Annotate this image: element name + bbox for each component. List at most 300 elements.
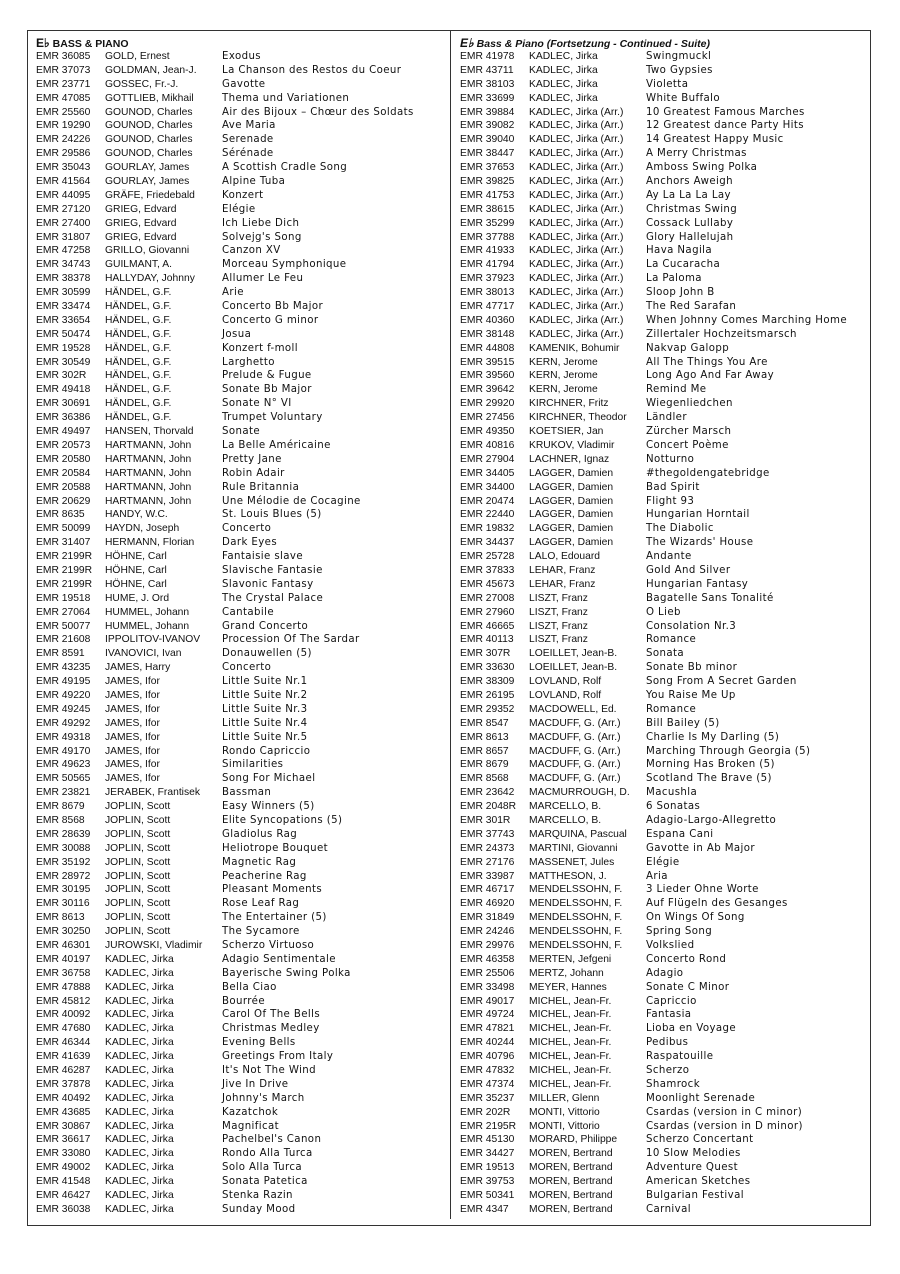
composer-name: MOREN, Bertrand [529, 1148, 613, 1160]
catalog-number: EMR 20588 [36, 481, 91, 493]
catalog-entry [36, 703, 446, 717]
catalog-number: EMR 29976 [460, 940, 515, 951]
composer-name: KADLEC, Jirka [105, 1134, 174, 1146]
composer-name: HÄNDEL, G.F. [105, 301, 172, 313]
catalog-number: EMR 34400 [460, 481, 515, 493]
catalog-number: EMR 20474 [460, 495, 515, 507]
catalog-entry [460, 1050, 865, 1064]
composer-name: KADLEC, Jirka (Arr.) [529, 301, 624, 313]
work-title: La Cucaracha [646, 259, 721, 271]
composer-name: HÄNDEL, G.F. [105, 356, 172, 368]
catalog-entry [460, 689, 865, 703]
catalog-entry [460, 397, 865, 411]
catalog-entry [36, 606, 446, 620]
catalog-number: EMR 30250 [36, 926, 91, 938]
work-title: The Red Sarafan [646, 301, 737, 313]
catalog-number: EMR 21608 [36, 634, 91, 646]
composer-name: KADLEC, Jirka [105, 1009, 174, 1021]
composer-name: MACDOWELL, Ed. [529, 703, 617, 715]
composer-name: JOPLIN, Scott [105, 884, 171, 896]
catalog-number: EMR 47374 [460, 1078, 515, 1090]
catalog-entry [460, 578, 865, 592]
composer-name: LAGGER, Damien [529, 509, 614, 521]
catalog-number: EMR 27960 [460, 606, 515, 618]
work-title: The Crystal Palace [222, 592, 324, 604]
work-title: 6 Sonatas [646, 801, 701, 813]
catalog-number: EMR 25728 [460, 551, 515, 563]
composer-name: MENDELSSOHN, F. [529, 926, 623, 938]
catalog-number: EMR 33498 [460, 981, 515, 993]
catalog-entry [36, 1022, 446, 1036]
composer-name: KIRCHNER, Theodor [529, 412, 627, 424]
catalog-entry [36, 328, 446, 342]
catalog-entry [36, 50, 446, 64]
catalog-number: EMR 30691 [36, 398, 91, 410]
composer-name: JOPLIN, Scott [105, 842, 171, 854]
composer-name: MENDELSSOHN, F. [529, 898, 623, 910]
catalog-number: EMR 47085 [36, 92, 91, 104]
catalog-entry [460, 828, 865, 842]
catalog-number: EMR 24373 [460, 842, 515, 854]
composer-name: MARTINI, Giovanni [529, 842, 618, 854]
composer-name: MARQUINA, Pascual [529, 828, 627, 840]
catalog-entry [460, 286, 865, 300]
catalog-number: EMR 46287 [36, 1065, 91, 1077]
work-title: Zürcher Marsch [646, 426, 732, 438]
catalog-number: EMR 38378 [36, 273, 91, 285]
composer-name: LALO, Edouard [529, 551, 600, 563]
catalog-number: EMR 39560 [460, 370, 515, 382]
composer-name: HÄNDEL, G.F. [105, 328, 172, 340]
composer-name: JOPLIN, Scott [105, 912, 171, 924]
composer-name: MERTZ, Johann [529, 967, 604, 979]
composer-name: MACDUFF, G. (Arr.) [529, 773, 621, 785]
work-title: Concerto Bb Major [222, 301, 324, 313]
catalog-entry [460, 1064, 865, 1078]
composer-name: MENDELSSOHN, F. [529, 884, 623, 896]
catalog-number: EMR 39082 [460, 120, 515, 132]
catalog-entry [460, 272, 865, 286]
catalog-number: EMR 19290 [36, 120, 91, 132]
work-title: Rondo Alla Turca [222, 1148, 313, 1160]
work-title: Concerto [222, 523, 272, 535]
composer-name: HANSEN, Thorvald [105, 426, 194, 438]
catalog-entry [460, 758, 865, 772]
catalog-number: EMR 33080 [36, 1148, 91, 1160]
composer-name: LISZT, Franz [529, 606, 588, 618]
composer-name: KADLEC, Jirka [105, 1190, 174, 1202]
work-title: Romance [646, 703, 697, 715]
work-title: Trumpet Voluntary [222, 412, 323, 424]
work-title: A Merry Christmas [646, 148, 747, 160]
catalog-entry [36, 1008, 446, 1022]
composer-name: KADLEC, Jirka (Arr.) [529, 189, 624, 201]
catalog-number: EMR 31807 [36, 231, 91, 243]
catalog-entry [36, 689, 446, 703]
catalog-entry [36, 758, 446, 772]
work-title: Elégie [646, 856, 680, 868]
composer-name: HANDY, W.C. [105, 509, 168, 521]
work-title: Bad Spirit [646, 481, 700, 493]
composer-name: KADLEC, Jirka [105, 1203, 174, 1215]
catalog-entry [460, 1203, 865, 1217]
work-title: Remind Me [646, 384, 707, 396]
work-title: Song From A Secret Garden [646, 676, 797, 688]
composer-name: KADLEC, Jirka [105, 1051, 174, 1063]
catalog-number: EMR 49318 [36, 731, 91, 743]
work-title: Adventure Quest [646, 1162, 738, 1174]
composer-name: MICHEL, Jean-Fr. [529, 1037, 612, 1049]
catalog-entry [36, 675, 446, 689]
catalog-number: EMR 30867 [36, 1120, 91, 1132]
catalog-number: EMR 45673 [460, 578, 515, 590]
catalog-number: EMR 8679 [36, 801, 85, 813]
catalog-number: EMR 35192 [36, 856, 91, 868]
work-title: Ave Maria [222, 120, 276, 132]
catalog-entry [36, 939, 446, 953]
work-title: Rondo Capriccio [222, 745, 311, 757]
catalog-number: EMR 38447 [460, 148, 515, 160]
composer-name: GOUNOD, Charles [105, 134, 193, 146]
work-title: Violetta [646, 78, 689, 90]
work-title: Slavische Fantasie [222, 564, 323, 576]
catalog-number: EMR 38148 [460, 328, 515, 340]
catalog-entry [460, 675, 865, 689]
catalog-number: EMR 27064 [36, 606, 91, 618]
catalog-entry [36, 717, 446, 731]
catalog-entry [460, 1092, 865, 1106]
catalog-number: EMR 49195 [36, 676, 91, 688]
work-title: Csardas (version in D minor) [646, 1120, 803, 1132]
catalog-number: EMR 43685 [36, 1106, 91, 1118]
catalog-entry [460, 647, 865, 661]
catalog-number: EMR 8657 [460, 745, 509, 757]
work-title: Rule Britannia [222, 481, 300, 493]
catalog-entry [460, 897, 865, 911]
catalog-entry [36, 953, 446, 967]
catalog-entry [460, 231, 865, 245]
catalog-entry [36, 495, 446, 509]
work-title: Pleasant Moments [222, 884, 323, 896]
composer-name: KADLEC, Jirka (Arr.) [529, 259, 624, 271]
composer-name: LOEILLET, Jean-B. [529, 662, 618, 674]
catalog-entry [36, 92, 446, 106]
composer-name: JAMES, Ifor [105, 731, 160, 743]
composer-name: HARTMANN, John [105, 495, 192, 507]
right-column [460, 36, 865, 1217]
composer-name: KADLEC, Jirka [529, 78, 598, 90]
catalog-number: EMR 4347 [460, 1203, 509, 1215]
composer-name: KADLEC, Jirka (Arr.) [529, 106, 624, 118]
work-title: Sonate Bb Major [222, 384, 312, 396]
catalog-number: EMR 41564 [36, 176, 91, 188]
catalog-entry [460, 1078, 865, 1092]
composer-name: IVANOVICI, Ivan [105, 648, 182, 660]
catalog-entry [36, 231, 446, 245]
composer-name: JOPLIN, Scott [105, 814, 171, 826]
work-title: Scherzo Concertant [646, 1134, 754, 1146]
catalog-entry [460, 967, 865, 981]
work-title: Ich Liebe Dich [222, 217, 300, 229]
catalog-number: EMR 28972 [36, 870, 91, 882]
catalog-entry [36, 314, 446, 328]
work-title: Elégie [222, 203, 256, 215]
catalog-number: EMR 46920 [460, 898, 515, 910]
composer-name: GRIEG, Edvard [105, 217, 177, 229]
composer-name: JOPLIN, Scott [105, 801, 171, 813]
catalog-number: EMR 20584 [36, 467, 91, 479]
work-title: Pretty Jane [222, 453, 282, 465]
catalog-entry [460, 870, 865, 884]
work-title: Morning Has Broken (5) [646, 759, 775, 771]
catalog-entry [36, 592, 446, 606]
catalog-entry [460, 133, 865, 147]
composer-name: KOETSIER, Jan [529, 426, 604, 438]
composer-name: KADLEC, Jirka (Arr.) [529, 231, 624, 243]
catalog-entry [460, 258, 865, 272]
composer-name: MICHEL, Jean-Fr. [529, 1023, 612, 1035]
composer-name: MASSENET, Jules [529, 856, 615, 868]
composer-name: HUMMEL, Johann [105, 606, 190, 618]
work-title: Sérénade [222, 148, 274, 160]
work-title: Marching Through Georgia (5) [646, 745, 811, 757]
catalog-number: EMR 23771 [36, 78, 91, 90]
work-title: When Johnny Comes Marching Home [646, 314, 847, 326]
work-title: Carnival [646, 1203, 691, 1215]
catalog-entry [36, 258, 446, 272]
catalog-number: EMR 36386 [36, 412, 91, 424]
composer-name: GRIEG, Edvard [105, 203, 177, 215]
catalog-entry [460, 356, 865, 370]
work-title: Cossack Lullaby [646, 217, 734, 229]
catalog-number: EMR 38615 [460, 203, 515, 215]
work-title: Slavonic Fantasy [222, 578, 314, 590]
composer-name: KADLEC, Jirka [105, 1092, 174, 1104]
catalog-number: EMR 37878 [36, 1078, 91, 1090]
catalog-entry [460, 883, 865, 897]
catalog-number: EMR 24226 [36, 134, 91, 146]
catalog-number: EMR 47888 [36, 981, 91, 993]
work-title: Amboss Swing Polka [646, 162, 758, 174]
catalog-entry [460, 981, 865, 995]
composer-name: HÄNDEL, G.F. [105, 342, 172, 354]
catalog-number: EMR 46665 [460, 620, 515, 632]
catalog-entry [36, 397, 446, 411]
catalog-entry [36, 203, 446, 217]
work-title: Sonate [222, 426, 261, 438]
work-title: Flight 93 [646, 495, 695, 507]
composer-name: KADLEC, Jirka [529, 51, 598, 62]
catalog-entry [460, 78, 865, 92]
composer-name: MOREN, Bertrand [529, 1203, 613, 1215]
composer-name: LISZT, Franz [529, 634, 588, 646]
work-title: 12 Greatest dance Party Hits [646, 120, 805, 132]
work-title: Hungarian Fantasy [646, 578, 749, 590]
work-title: 10 Greatest Famous Marches [646, 106, 805, 118]
catalog-entry [36, 856, 446, 870]
work-title: American Sketches [646, 1176, 751, 1188]
work-title: Little Suite Nr.3 [222, 703, 308, 715]
catalog-entry [460, 800, 865, 814]
catalog-number: EMR 49002 [36, 1162, 91, 1174]
catalog-entry [460, 703, 865, 717]
work-title: Elite Syncopations (5) [222, 814, 343, 826]
work-title: Gladiolus Rag [222, 828, 298, 840]
work-title: Sunday Mood [222, 1203, 296, 1215]
work-title: Macushla [646, 787, 698, 799]
catalog-entry [36, 1064, 446, 1078]
catalog-number: EMR 40244 [460, 1037, 515, 1049]
catalog-number: EMR 34743 [36, 259, 91, 271]
catalog-entry [36, 106, 446, 120]
catalog-number: EMR 39884 [460, 106, 515, 118]
catalog-number: EMR 24246 [460, 926, 515, 938]
work-title: Larghetto [222, 356, 275, 368]
composer-name: GOURLAY, James [105, 162, 190, 174]
catalog-entry [36, 897, 446, 911]
flat-symbol: E♭ [36, 36, 50, 50]
catalog-number: EMR 8547 [460, 717, 509, 729]
composer-name: GOUNOD, Charles [105, 120, 193, 132]
work-title: Adagio Sentimentale [222, 953, 336, 965]
work-title: Hungarian Horntail [646, 509, 750, 521]
composer-name: LOVLAND, Rolf [529, 689, 602, 701]
catalog-entry [460, 92, 865, 106]
catalog-entry [460, 328, 865, 342]
work-title: Volkslied [646, 940, 695, 951]
composer-name: KADLEC, Jirka (Arr.) [529, 176, 624, 188]
catalog-number: EMR 33630 [460, 662, 515, 674]
work-title: Stenka Razin [222, 1190, 293, 1202]
composer-name: HÄNDEL, G.F. [105, 370, 172, 382]
work-title: St. Louis Blues (5) [222, 509, 322, 521]
catalog-entry [36, 1036, 446, 1050]
composer-name: GOTTLIEB, Mikhail [105, 92, 194, 104]
work-title: Sloop John B [646, 287, 715, 299]
catalog-entry [460, 536, 865, 550]
catalog-entry [36, 870, 446, 884]
work-title: Hava Nagila [646, 245, 713, 257]
composer-name: MOREN, Bertrand [529, 1162, 613, 1174]
catalog-number: EMR 34427 [460, 1148, 515, 1160]
catalog-number: EMR 41794 [460, 259, 515, 271]
work-title: O Lieb [646, 606, 681, 618]
work-title: Greetings From Italy [222, 1051, 334, 1063]
catalog-entry [460, 633, 865, 647]
work-title: Wiegenliedchen [646, 398, 733, 410]
catalog-entry [36, 536, 446, 550]
catalog-entry [460, 300, 865, 314]
composer-name: JAMES, Ifor [105, 759, 160, 771]
composer-name: MICHEL, Jean-Fr. [529, 1065, 612, 1077]
catalog-entry [460, 106, 865, 120]
catalog-number: EMR 8679 [460, 759, 509, 771]
catalog-entry [36, 772, 446, 786]
catalog-entry [460, 411, 865, 425]
catalog-entry [36, 828, 446, 842]
catalog-number: EMR 46301 [36, 940, 91, 951]
composer-name: JOPLIN, Scott [105, 870, 171, 882]
catalog-number: EMR 37073 [36, 64, 91, 76]
catalog-entry [460, 453, 865, 467]
catalog-number: EMR 2199R [36, 578, 93, 590]
work-title: Robin Adair [222, 467, 285, 479]
work-title: La Belle Américaine [222, 439, 331, 451]
composer-name: JOPLIN, Scott [105, 898, 171, 910]
composer-name: LOEILLET, Jean-B. [529, 648, 618, 660]
catalog-entry [460, 1036, 865, 1050]
work-title: 14 Greatest Happy Music [646, 134, 784, 146]
composer-name: KADLEC, Jirka [105, 1037, 174, 1049]
catalog-number: EMR 23642 [460, 787, 515, 799]
composer-name: KADLEC, Jirka (Arr.) [529, 120, 624, 132]
catalog-number: EMR 36038 [36, 1203, 91, 1215]
catalog-entry [36, 842, 446, 856]
work-title: Rose Leaf Rag [222, 898, 300, 910]
catalog-entry [460, 189, 865, 203]
catalog-number: EMR 30195 [36, 884, 91, 896]
catalog-entry [36, 64, 446, 78]
catalog-number: EMR 19518 [36, 592, 91, 604]
work-title: Bella Ciao [222, 981, 277, 993]
work-title: Andante [646, 551, 692, 563]
catalog-entry [460, 592, 865, 606]
work-title: Konzert f-moll [222, 342, 299, 354]
work-title: Long Ago And Far Away [646, 370, 775, 382]
catalog-entry [36, 883, 446, 897]
catalog-number: EMR 40197 [36, 953, 91, 965]
catalog-entry [36, 522, 446, 536]
catalog-number: EMR 34437 [460, 537, 515, 549]
work-title: Lioba en Voyage [646, 1023, 737, 1035]
work-title: Procession Of The Sardar [222, 634, 360, 646]
catalog-entry [36, 369, 446, 383]
catalog-number: EMR 47680 [36, 1023, 91, 1035]
catalog-number: EMR 36085 [36, 51, 91, 62]
catalog-number: EMR 39825 [460, 176, 515, 188]
catalog-entry [36, 175, 446, 189]
work-title: Aria [646, 870, 668, 882]
work-title: Auf Flügeln des Gesanges [646, 898, 788, 910]
composer-name: GUILMANT, A. [105, 259, 172, 271]
composer-name: JAMES, Ifor [105, 676, 160, 688]
catalog-entry [36, 189, 446, 203]
work-title: La Paloma [646, 273, 702, 285]
work-title: Christmas Swing [646, 203, 738, 215]
catalog-entry [36, 383, 446, 397]
catalog-number: EMR 40113 [460, 634, 514, 646]
catalog-entry [460, 481, 865, 495]
work-title: Solvejg's Song [222, 231, 302, 243]
catalog-number: EMR 8635 [36, 509, 85, 521]
catalog-number: EMR 302R [36, 370, 87, 382]
catalog-number: EMR 49017 [460, 995, 515, 1007]
composer-name: MEYER, Hannes [529, 981, 607, 993]
catalog-entry [460, 814, 865, 828]
catalog-entry [36, 467, 446, 481]
composer-name: GRÄFE, Friedebald [105, 189, 195, 201]
right-column-header [460, 36, 865, 50]
catalog-number: EMR 50565 [36, 773, 91, 785]
catalog-entry [36, 272, 446, 286]
composer-name: MENDELSSOHN, F. [529, 912, 623, 924]
work-title: Dark Eyes [222, 537, 278, 549]
work-title: Zillertaler Hochzeitsmarsch [646, 328, 797, 340]
composer-name: KADLEC, Jirka [105, 1078, 174, 1090]
composer-name: KAMENIK, Bohumir [529, 342, 620, 354]
catalog-entry [460, 1008, 865, 1022]
catalog-entry [36, 1078, 446, 1092]
